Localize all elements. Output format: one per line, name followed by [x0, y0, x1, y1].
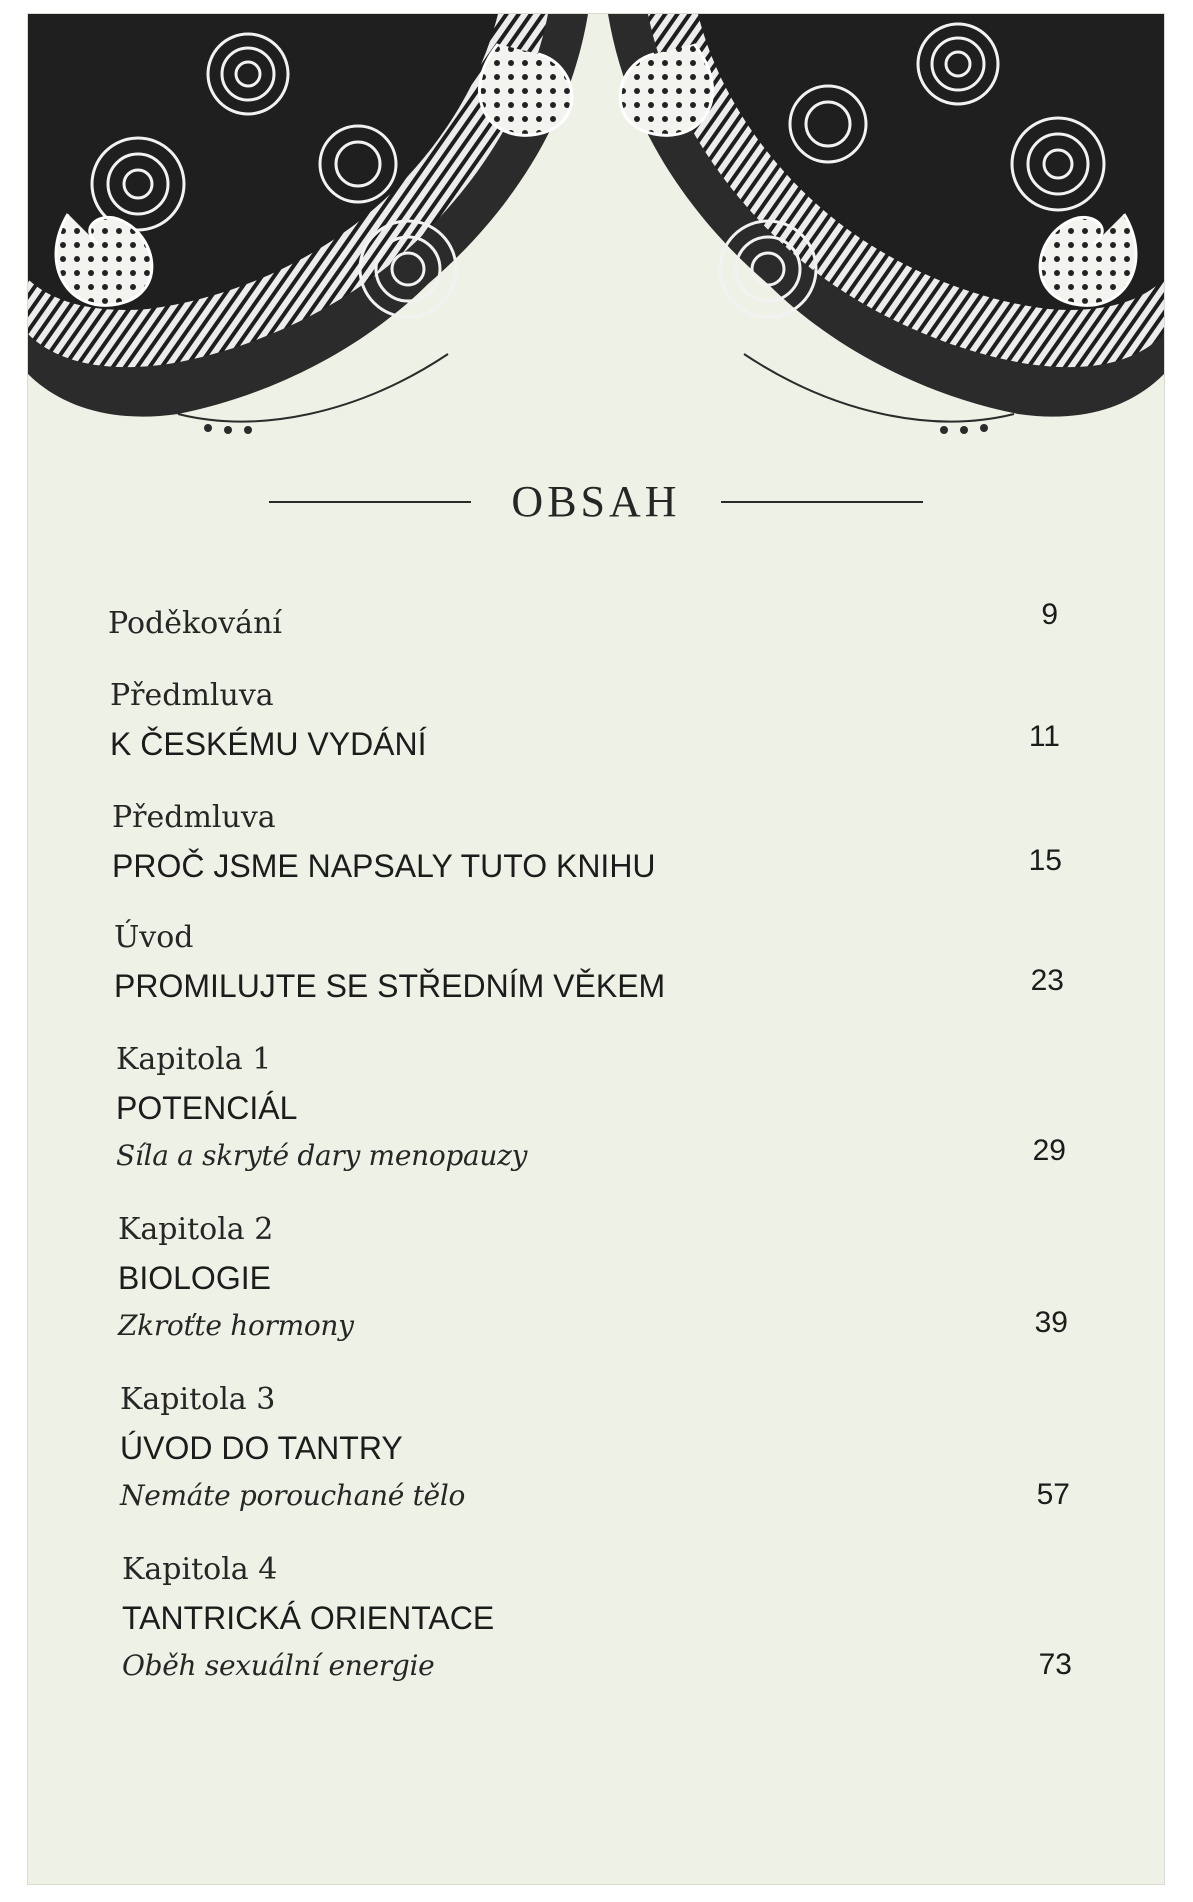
- entry-page: 15: [1028, 844, 1062, 877]
- entry-page: 73: [1038, 1648, 1072, 1681]
- entry-kicker: Úvod: [114, 920, 194, 955]
- toc-entry[interactable]: [114, 918, 1064, 1014]
- entry-kicker: Kapitola 1: [116, 1042, 272, 1077]
- book-page: [28, 14, 1164, 1884]
- entry-kicker: Předmluva: [110, 678, 274, 713]
- entry-kicker: Poděkování: [108, 606, 282, 641]
- entry-subtitle: Síla a skryté dary menopauzy: [116, 1139, 528, 1172]
- toc-entry[interactable]: [112, 798, 1062, 894]
- entry-title: ÚVOD DO TANTRY: [120, 1430, 403, 1466]
- entry-title: POTENCIÁL: [116, 1090, 298, 1126]
- entry-subtitle: Zkroťte hormony: [118, 1309, 354, 1342]
- entry-page: 29: [1032, 1134, 1066, 1167]
- entry-title: PROMILUJTE SE STŘEDNÍM VĚKEM: [114, 968, 666, 1004]
- entry-page: 11: [1028, 720, 1060, 753]
- toc-entry[interactable]: [110, 676, 1060, 772]
- entry-page: 9: [1041, 598, 1058, 631]
- toc-entry[interactable]: [120, 1380, 1070, 1524]
- page-title: OBSAH: [511, 477, 681, 526]
- table-of-contents: [28, 14, 1164, 1884]
- toc-entry[interactable]: [118, 1210, 1068, 1354]
- toc-entry[interactable]: [108, 598, 1058, 652]
- entry-title: BIOLOGIE: [118, 1260, 271, 1296]
- entry-kicker: Kapitola 2: [118, 1212, 274, 1247]
- entry-subtitle: Nemáte porouchané tělo: [120, 1479, 466, 1512]
- entry-kicker: Kapitola 4: [122, 1552, 278, 1587]
- entry-page: 57: [1036, 1478, 1070, 1511]
- entry-page: 39: [1034, 1306, 1068, 1339]
- entry-kicker: Kapitola 3: [120, 1382, 276, 1417]
- entry-page: 23: [1030, 964, 1064, 997]
- entry-title: K ČESKÉMU VYDÁNÍ: [110, 726, 427, 762]
- entry-kicker: Předmluva: [112, 800, 276, 835]
- entry-title: PROČ JSME NAPSALY TUTO KNIHU: [112, 848, 656, 884]
- toc-entry[interactable]: [122, 1550, 1072, 1694]
- entry-title: TANTRICKÁ ORIENTACE: [122, 1600, 495, 1636]
- toc-entry[interactable]: [116, 1040, 1066, 1184]
- entry-subtitle: Oběh sexuální energie: [122, 1649, 435, 1682]
